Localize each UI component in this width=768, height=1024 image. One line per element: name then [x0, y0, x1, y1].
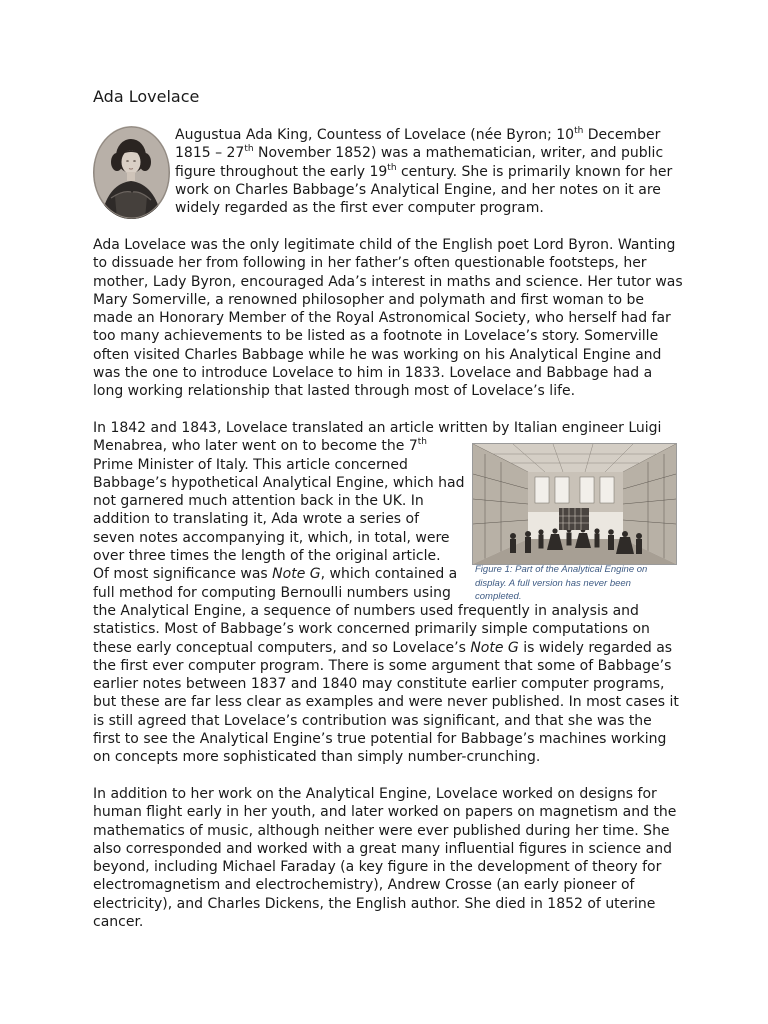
text-span: November 1852) was a mathematician, writer, and public	[253, 145, 664, 162]
analytical-engine-figure	[472, 443, 677, 565]
text-line: human flight early in her youth, and later worked on papers on magnetism and the	[93, 804, 677, 821]
text-line: cancer.	[93, 914, 144, 931]
text-span: the first ever computer program. There is some argument that some of Babbage’s	[93, 657, 672, 674]
text-span: on concepts more sophisticated than simply number-crunching.	[93, 749, 541, 766]
text-line	[93, 657, 683, 675]
text-span: Of most significance was	[93, 566, 273, 583]
text-span: , which contained a	[320, 566, 458, 583]
text-line: beyond, including Michael Faraday (a key figure in the development of theory for	[93, 859, 662, 876]
text-line	[175, 144, 685, 162]
text-line	[93, 748, 683, 766]
text-span: work on Charles Babbage’s Analytical Engine, and her notes on it are	[175, 181, 661, 198]
text-span: the Analytical Engine, a sequence of numbers used frequently in analysis and	[93, 602, 639, 619]
text-span: addition to translating it, Ada wrote a series of	[93, 511, 420, 528]
text-line: Ada Lovelace was the only legitimate child of the English poet Lord Byron. Wanting	[93, 237, 676, 253]
text-line	[175, 199, 685, 217]
text-line: to dissuade her from following in her father’s often questionable footsteps, her	[93, 255, 647, 272]
superscript: th	[574, 126, 584, 136]
text-line	[93, 419, 683, 437]
text-span: figure throughout the early 19	[175, 163, 388, 180]
text-span: these early conceptual computers, and so Lovelace’s	[93, 639, 471, 656]
text-line: was the one to introduce Lovelace to him in 1833. Lovelace and Babbage had a	[93, 365, 653, 382]
text-span: Menabrea, who later went on to become the 7	[93, 438, 418, 455]
text-line: also corresponded and worked with a great many influential figures in science and	[93, 840, 672, 857]
text-line: electromagnetism and electrochemistry), Andrew Crosse (an early pioneer of	[93, 877, 635, 894]
text-span: Babbage’s hypothetical Analytical Engine, which had	[93, 474, 465, 491]
text-span: century. She is primarily known for her	[396, 163, 673, 180]
later-work-paragraph	[93, 785, 683, 931]
text-span: is still agreed that Lovelace’s contribution was significant, and that she was the	[93, 712, 652, 729]
text-span: In 1842 and 1843, Lovelace translated an article written by Italian engineer Luigi	[93, 420, 662, 436]
text-span: 1815 – 27	[175, 145, 245, 162]
text-line	[93, 693, 683, 711]
italic-term: Note G	[272, 566, 321, 583]
text-line: long working relationship that lasted through most of Lovelace’s life.	[93, 383, 576, 400]
superscript: th	[387, 162, 397, 173]
text-line: often visited Charles Babbage while he was working on his Analytical Engine and	[93, 346, 662, 363]
text-line	[93, 730, 683, 748]
text-line	[93, 712, 683, 730]
biography-paragraph	[93, 236, 683, 401]
text-line	[93, 602, 683, 620]
text-span: is widely regarded as	[518, 639, 673, 656]
superscript: th	[417, 437, 427, 448]
page-title: Ada Lovelace	[93, 87, 200, 106]
text-span: Prime Minister of Italy. This article concerned	[93, 456, 408, 473]
text-line: electricity), and Charles Dickens, the English author. She died in 1852 of uterine	[93, 895, 656, 912]
caption-line: completed.	[475, 591, 522, 602]
superscript: th	[244, 144, 254, 155]
text-line: mother, Lady Byron, encouraged Ada’s interest in maths and science. Her tutor was	[93, 273, 683, 290]
text-line	[175, 163, 685, 181]
text-span: earlier notes between 1837 and 1840 may constitute earlier computer programs,	[93, 676, 665, 693]
caption-line: display. A full version has never been	[475, 577, 631, 589]
text-span: over three times the length of the original article.	[93, 548, 441, 565]
text-line: mathematics of music, although neither were ever published during her time. She	[93, 822, 670, 839]
text-line: In addition to her work on the Analytical Engine, Lovelace worked on designs for	[93, 786, 657, 802]
text-line	[175, 126, 685, 144]
text-span: widely regarded as the first ever computer program.	[175, 200, 544, 217]
text-span: Augustua Ada King, Countess of Lovelace (née Byron; 10	[175, 127, 575, 143]
text-span: not garnered much attention back in the UK. In	[93, 493, 424, 510]
text-span: first to see the Analytical Engine’s true potential for Babbage’s machines working	[93, 731, 667, 748]
text-span: seven notes accompanying it, which, in total, were	[93, 529, 450, 546]
caption-line: Figure 1: Part of the Analytical Engine on	[475, 564, 648, 575]
portrait-image	[93, 126, 170, 219]
text-line: too many achievements to be listed as a footnote in Lovelace’s story. Somerville	[93, 328, 659, 345]
text-line: made an Honorary Member of the Royal Astronomical Society, who herself had far	[93, 310, 671, 327]
text-line	[93, 620, 683, 638]
intro-paragraph	[175, 126, 685, 217]
text-span: but these are far less clear as examples and were never published. In most cases it	[93, 694, 679, 711]
text-span: statistics. Most of Babbage’s work concerned primarily simple computations on	[93, 621, 650, 638]
figure-caption	[475, 563, 675, 604]
text-line	[175, 181, 685, 199]
text-line	[93, 675, 683, 693]
text-line: Mary Somerville, a renowned philosopher and polymath and first woman to be	[93, 291, 645, 308]
italic-term: Note G	[470, 639, 519, 656]
text-span: full method for computing Bernoulli numbers using	[93, 584, 451, 601]
text-span: December	[583, 127, 661, 143]
text-line	[93, 639, 683, 657]
